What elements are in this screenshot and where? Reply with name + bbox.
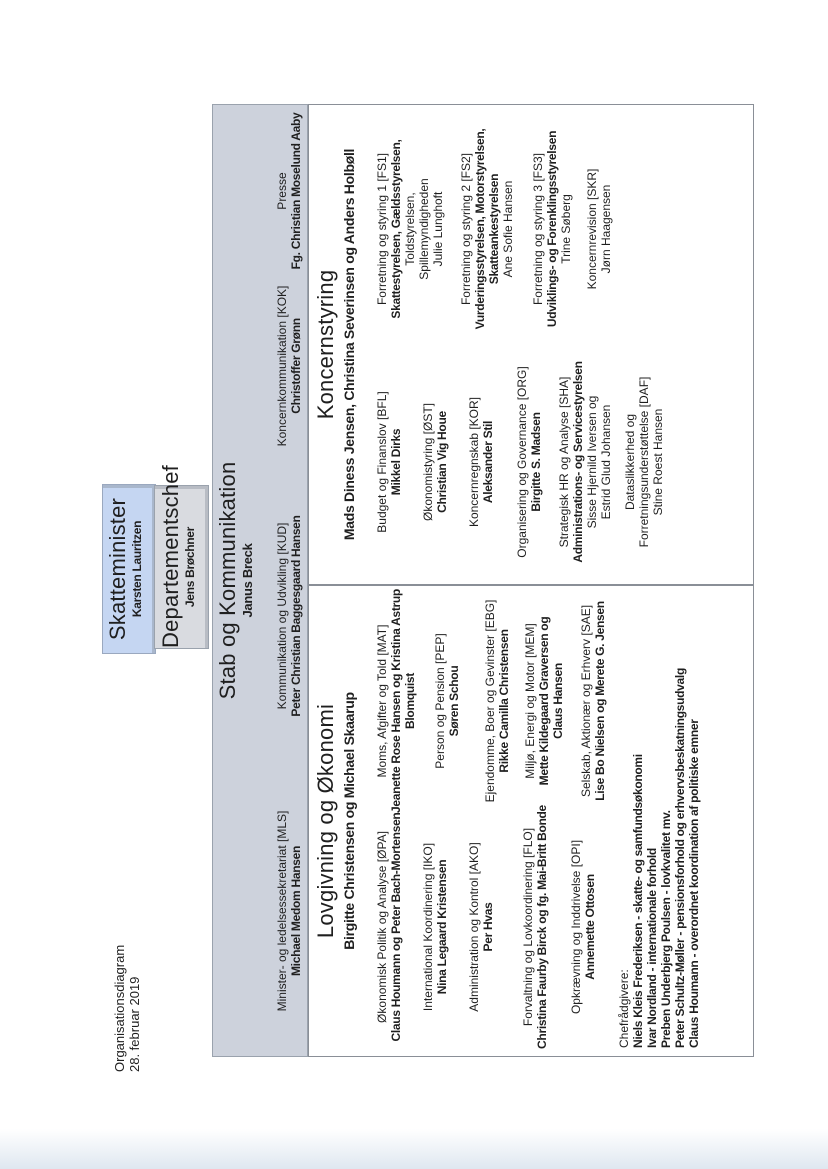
koncernstyring-unit	[459, 104, 515, 354]
chief-advisor-item: Preben Underbjerg Poulsen - lovkvalitet mv.	[659, 810, 673, 1048]
lovgivning-unit-label: Moms, Afgifter og Told [MAT]	[375, 624, 389, 778]
lovgivning-unit-people: Per Hvas	[481, 902, 495, 952]
koncernstyring-unit-people: Stine Roest Hansen	[651, 408, 665, 516]
koncernstyring-unit	[467, 342, 495, 582]
lovgivning-unit-people: Lise Bo Nielsen og Merete G. Jensen	[593, 601, 607, 801]
koncernstyring-unit-label: Forretning og styring 2 [FS2]	[459, 152, 473, 306]
koncernstyring-unit-people: Toldstyrelsen,	[403, 192, 417, 266]
koncernstyring-unit-people: Estrid Glud Johansen	[599, 404, 613, 520]
department-head-name: Jens Brøchner	[183, 526, 197, 608]
koncernstyring-unit-people: Jørn Haagensen	[599, 184, 613, 274]
lovgivning-unit	[467, 802, 495, 1052]
lovgivning-unit-people: Annemette Ottosen	[583, 874, 597, 980]
lovgivning-unit-people: Mette Kildegaard Graversen og	[537, 616, 551, 786]
stab-unit	[275, 101, 303, 281]
chief-advisor-item: Claus Houmann - overordnet koordination af politiske emner	[687, 719, 701, 1048]
lovgivning-unit-label: Miljø, Energi og Motor [MEM]	[523, 623, 537, 779]
minister-box	[102, 484, 156, 654]
chief-advisor-item: Niels Kleis Frederiksen - skatte- og samfundsøkonomi	[631, 754, 645, 1048]
lovgivning-unit-people: Jeanette Rose Hansen og Kristina Astrup	[389, 589, 403, 813]
lovgivning-unit	[483, 586, 511, 816]
koncernstyring-unit-people: Skattestyrelsen, Gældsstyrelsen,	[389, 139, 403, 319]
koncernstyring-unit-label: Budget og Finanslov [BFL]	[375, 391, 389, 533]
stab-box	[212, 104, 308, 1057]
lovgivning-unit	[375, 586, 417, 816]
koncernstyring-unit-label: Organisering og Governance [ORG]	[515, 366, 529, 558]
stab-unit-people: Fg. Christian Moselund Aaby	[289, 112, 303, 270]
lovgivning-unit-label: Ejendomme, Boer og Gevinster [EBG]	[483, 599, 497, 803]
koncernstyring-box	[308, 104, 754, 585]
lovgivning-box	[308, 585, 754, 1057]
koncernstyring-unit-label: Koncernregnskab [KOR]	[467, 396, 481, 528]
lovgivning-unit-people: Nina Legaard Kristensen	[435, 859, 449, 995]
stab-unit-label: Presse	[275, 172, 289, 210]
stab-unit-people: Michael Medom Hansen	[289, 845, 303, 977]
koncernstyring-unit-people: Udviklings- og Forenklingsstyrelsen	[545, 130, 559, 328]
koncernstyring-title: Koncernstyring	[313, 269, 338, 420]
stab-unit-people: Christoffer Grønn	[289, 318, 303, 414]
stab-unit-label: Kommunikation og Udvikling [KUD]	[275, 522, 289, 710]
lovgivning-heads: Birgitte Christensen og Michael Skaarup	[341, 692, 357, 950]
koncernstyring-unit-people: Birgitte S. Madsen	[529, 412, 543, 512]
chief-advisor-item: Ivar Nordland - internationale forhold	[645, 848, 659, 1048]
lovgivning-unit-label: Opkrævning og Inddrivelse [OPI]	[569, 839, 583, 1015]
stab-title: Stab og Kommunikation	[215, 461, 240, 700]
koncernstyring-unit	[585, 104, 613, 354]
lovgivning-unit-label: International Koordinering [IKO]	[421, 842, 435, 1012]
koncernstyring-unit-people: Vurderingsstyrelsen, Motorstyrelsen,	[473, 128, 487, 330]
koncernstyring-unit	[531, 104, 573, 354]
stab-unit-label: Koncernkommunikation [KOK]	[275, 285, 289, 447]
lovgivning-unit-people: Claus Houmann og Peter Bach-Mortensen	[389, 812, 403, 1042]
koncernstyring-unit	[375, 104, 445, 354]
koncernstyring-heads: Mads Diness Jensen, Christina Severinsen og Anders Holbøll	[341, 148, 357, 541]
stab-unit	[275, 486, 303, 746]
department-head-box	[154, 465, 209, 649]
koncernstyring-unit-people: Aleksander Stil	[481, 420, 495, 504]
lovgivning-unit	[579, 586, 607, 816]
lovgivning-unit-label: Person og Pension [PEP]	[433, 633, 447, 769]
stab-unit	[275, 266, 303, 466]
document-title-block	[112, 945, 142, 1072]
lovgivning-unit	[521, 802, 549, 1052]
koncernstyring-unit-label: Forretning og styring 3 [FS3]	[531, 152, 545, 306]
minister-name: Karsten Lauritzen	[130, 520, 144, 618]
koncernstyring-unit-people: Julie Lunghoft	[431, 191, 445, 267]
lovgivning-unit-label: Økonomisk Politik og Analyse [ØPA]	[375, 831, 389, 1023]
lovgivning-unit-people: Claus Hansen	[551, 663, 565, 739]
koncernstyring-unit-label: Økonomistyring [ØST]	[421, 402, 435, 522]
lovgivning-unit-people: Rikke Camilla Christensen	[497, 629, 511, 773]
koncernstyring-unit-people: Ane Sofie Hansen	[501, 180, 515, 278]
lovgivning-unit	[523, 586, 565, 816]
lovgivning-unit-label: Selskab, Aktionær og Erhverv [SAE]	[579, 604, 593, 798]
stab-unit-people: Peter Christian Baggesgaard Hansen	[289, 515, 303, 717]
koncernstyring-unit-people: Christian Vig Houe	[435, 411, 449, 513]
koncernstyring-unit-label: Forretning og styring 1 [FS1]	[375, 152, 389, 306]
lovgivning-title: Lovgivning og Økonomi	[313, 703, 338, 939]
lovgivning-unit	[433, 586, 461, 816]
document-title: Organisationsdiagram	[112, 944, 127, 1072]
koncernstyring-unit-people: Trine Søberg	[559, 194, 573, 264]
koncernstyring-unit-label: Koncernrevision [SKR]	[585, 168, 599, 290]
lovgivning-unit-people: Søren Schou	[447, 665, 461, 737]
stab-unit-label: Minister- og ledelsessekretariat [MLS]	[275, 810, 289, 1012]
lovgivning-unit-label: Forvaltning og Lovkoordinering [FLO]	[521, 827, 535, 1027]
lovgivning-unit	[421, 802, 449, 1052]
koncernstyring-unit-people: Administrations- og Servicestyrelsen	[571, 361, 585, 563]
lovgivning-unit	[569, 802, 597, 1052]
department-head-title: Departementschef	[158, 465, 183, 648]
stab-unit	[275, 786, 303, 1036]
koncernstyring-unit	[557, 342, 613, 582]
koncernstyring-unit-people: Mikkel Dirks	[389, 428, 403, 496]
koncernstyring-unit	[375, 342, 403, 582]
chief-advisors	[617, 588, 701, 1048]
lovgivning-unit-label: Administration og Kontrol [AKO]	[467, 842, 481, 1012]
chief-advisors-title: Chefrådgivere:	[617, 969, 631, 1048]
minister-title: Skatteminister	[105, 497, 130, 641]
stab-head: Janus Breck	[240, 543, 255, 618]
koncernstyring-unit	[623, 342, 665, 582]
koncernstyring-unit-people: Spillemyndigheden	[417, 178, 431, 280]
koncernstyring-unit	[515, 342, 543, 582]
chief-advisor-item: Peter Schultz-Møller - pensionsforhold og erhvervsbeskatningsudvalg	[673, 668, 687, 1048]
koncernstyring-unit-people: Skatteankestyrelsen	[487, 173, 501, 285]
lovgivning-unit	[375, 802, 403, 1052]
lovgivning-unit-people: Christina Faurby Birck og fg. Mai-Britt Bonde	[535, 805, 549, 1049]
koncernstyring-unit	[421, 342, 449, 582]
document-date: 28. februar 2019	[127, 976, 142, 1072]
koncernstyring-unit-label: Forretningsunderstøttelse [DAF]	[637, 376, 651, 548]
lovgivning-unit-people: Blomquist	[403, 673, 417, 729]
koncernstyring-unit-people: Sisse Hjernild Iversen og	[585, 395, 599, 529]
koncernstyring-unit-label: Strategisk HR og Analyse [SHA]	[557, 376, 571, 548]
koncernstyring-unit-label: Dataslikkerhed og	[623, 413, 637, 511]
